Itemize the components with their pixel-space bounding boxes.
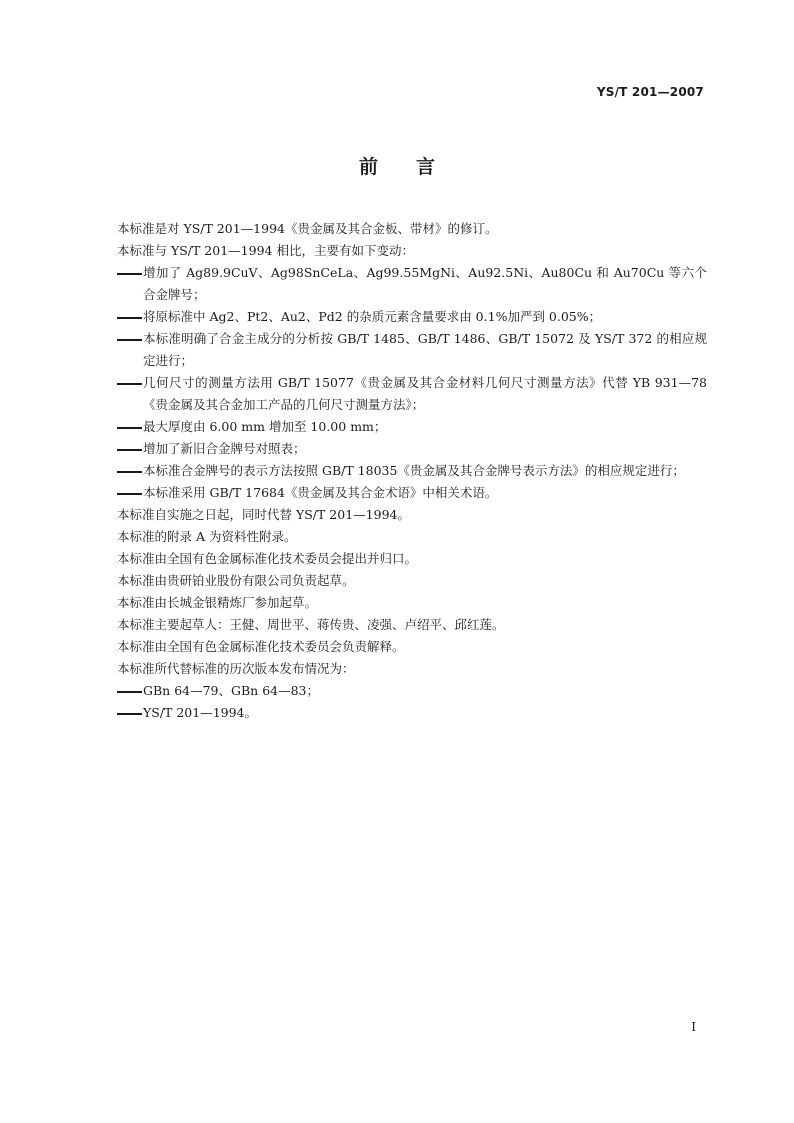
list-item-text: YS/T 201—1994。 (143, 705, 258, 720)
list-item (117, 262, 707, 306)
dash-marker (117, 482, 143, 504)
foreword-body (117, 218, 707, 724)
list-item-text: GBn 64—79、GBn 64—83； (143, 683, 320, 698)
dash-marker (117, 702, 143, 724)
paragraph: 本标准所代替标准的历次版本发布情况为： (117, 661, 355, 676)
list-item-text: 本标准合金牌号的表示方法按照 GB/T 18035《贵金属及其合金牌号表示方法》的相应规定进行； (143, 463, 685, 478)
list-item-text: 本标准明确了合金主成分的分析按 GB/T 1485、GB/T 1486、GB/T 15072 及 YS/T 372 的相应规定进行； (143, 331, 707, 368)
list-item (117, 328, 707, 372)
dash-marker (117, 328, 143, 350)
list-item (117, 372, 707, 416)
paragraph: 本标准的附录 A 为资料性附录。 (117, 529, 297, 544)
paragraph: 本标准由长城金银精炼厂参加起草。 (117, 595, 318, 610)
paragraph: 本标准是对 YS/T 201—1994《贵金属及其合金板、带材》的修订。 (117, 221, 498, 236)
list-item-text: 几何尺寸的测量方法用 GB/T 15077《贵金属及其合金材料几何尺寸测量方法》代替 YB 931—78《贵金属及其合金加工产品的几何尺寸测量方法》； (143, 375, 707, 412)
list-item-text: 本标准采用 GB/T 17684《贵金属及其合金术语》中相关术语。 (143, 485, 498, 500)
list-item (117, 306, 707, 328)
dash-marker (117, 680, 143, 702)
list-item-text: 最大厚度由 6.00 mm 增加至 10.00 mm； (143, 419, 387, 434)
dash-marker (117, 460, 143, 482)
paragraph: 本标准自实施之日起，同时代替 YS/T 201—1994。 (117, 507, 410, 522)
list-item-text: 增加了新旧合金牌号对照表； (143, 441, 306, 456)
paragraph: 本标准由全国有色金属标准化技术委员会负责解释。 (117, 639, 405, 654)
list-item-text: 增加了 Ag89.9CuV、Ag98SnCeLa、Ag99.55MgNi、Au92.5Ni、Au80Cu 和 Au70Cu 等六个合金牌号； (143, 265, 707, 302)
list-item (117, 702, 707, 724)
list-item (117, 680, 707, 702)
dash-marker (117, 438, 143, 460)
page-title: 前言 (358, 156, 473, 178)
list-item (117, 438, 707, 460)
dash-marker (117, 372, 143, 394)
dash-marker (117, 306, 143, 328)
page-number: I (691, 1020, 696, 1034)
list-item (117, 416, 707, 438)
standard-code: YS/T 201—2007 (596, 85, 704, 99)
list-item-text: 将原标准中 Ag2、Pt2、Au2、Pd2 的杂质元素含量要求由 0.1%加严到 0.05%； (143, 309, 602, 324)
list-item (117, 482, 707, 504)
dash-marker (117, 262, 143, 284)
list-item (117, 460, 707, 482)
paragraph: 本标准与 YS/T 201—1994 相比，主要有如下变动： (117, 243, 414, 258)
paragraph: 本标准由全国有色金属标准化技术委员会提出并归口。 (117, 551, 418, 566)
paragraph: 本标准主要起草人：王健、周世平、蒋传贵、凌强、卢绍平、邱红莲。 (117, 617, 505, 632)
dash-marker (117, 416, 143, 438)
paragraph: 本标准由贵研铂业股份有限公司负责起草。 (117, 573, 355, 588)
